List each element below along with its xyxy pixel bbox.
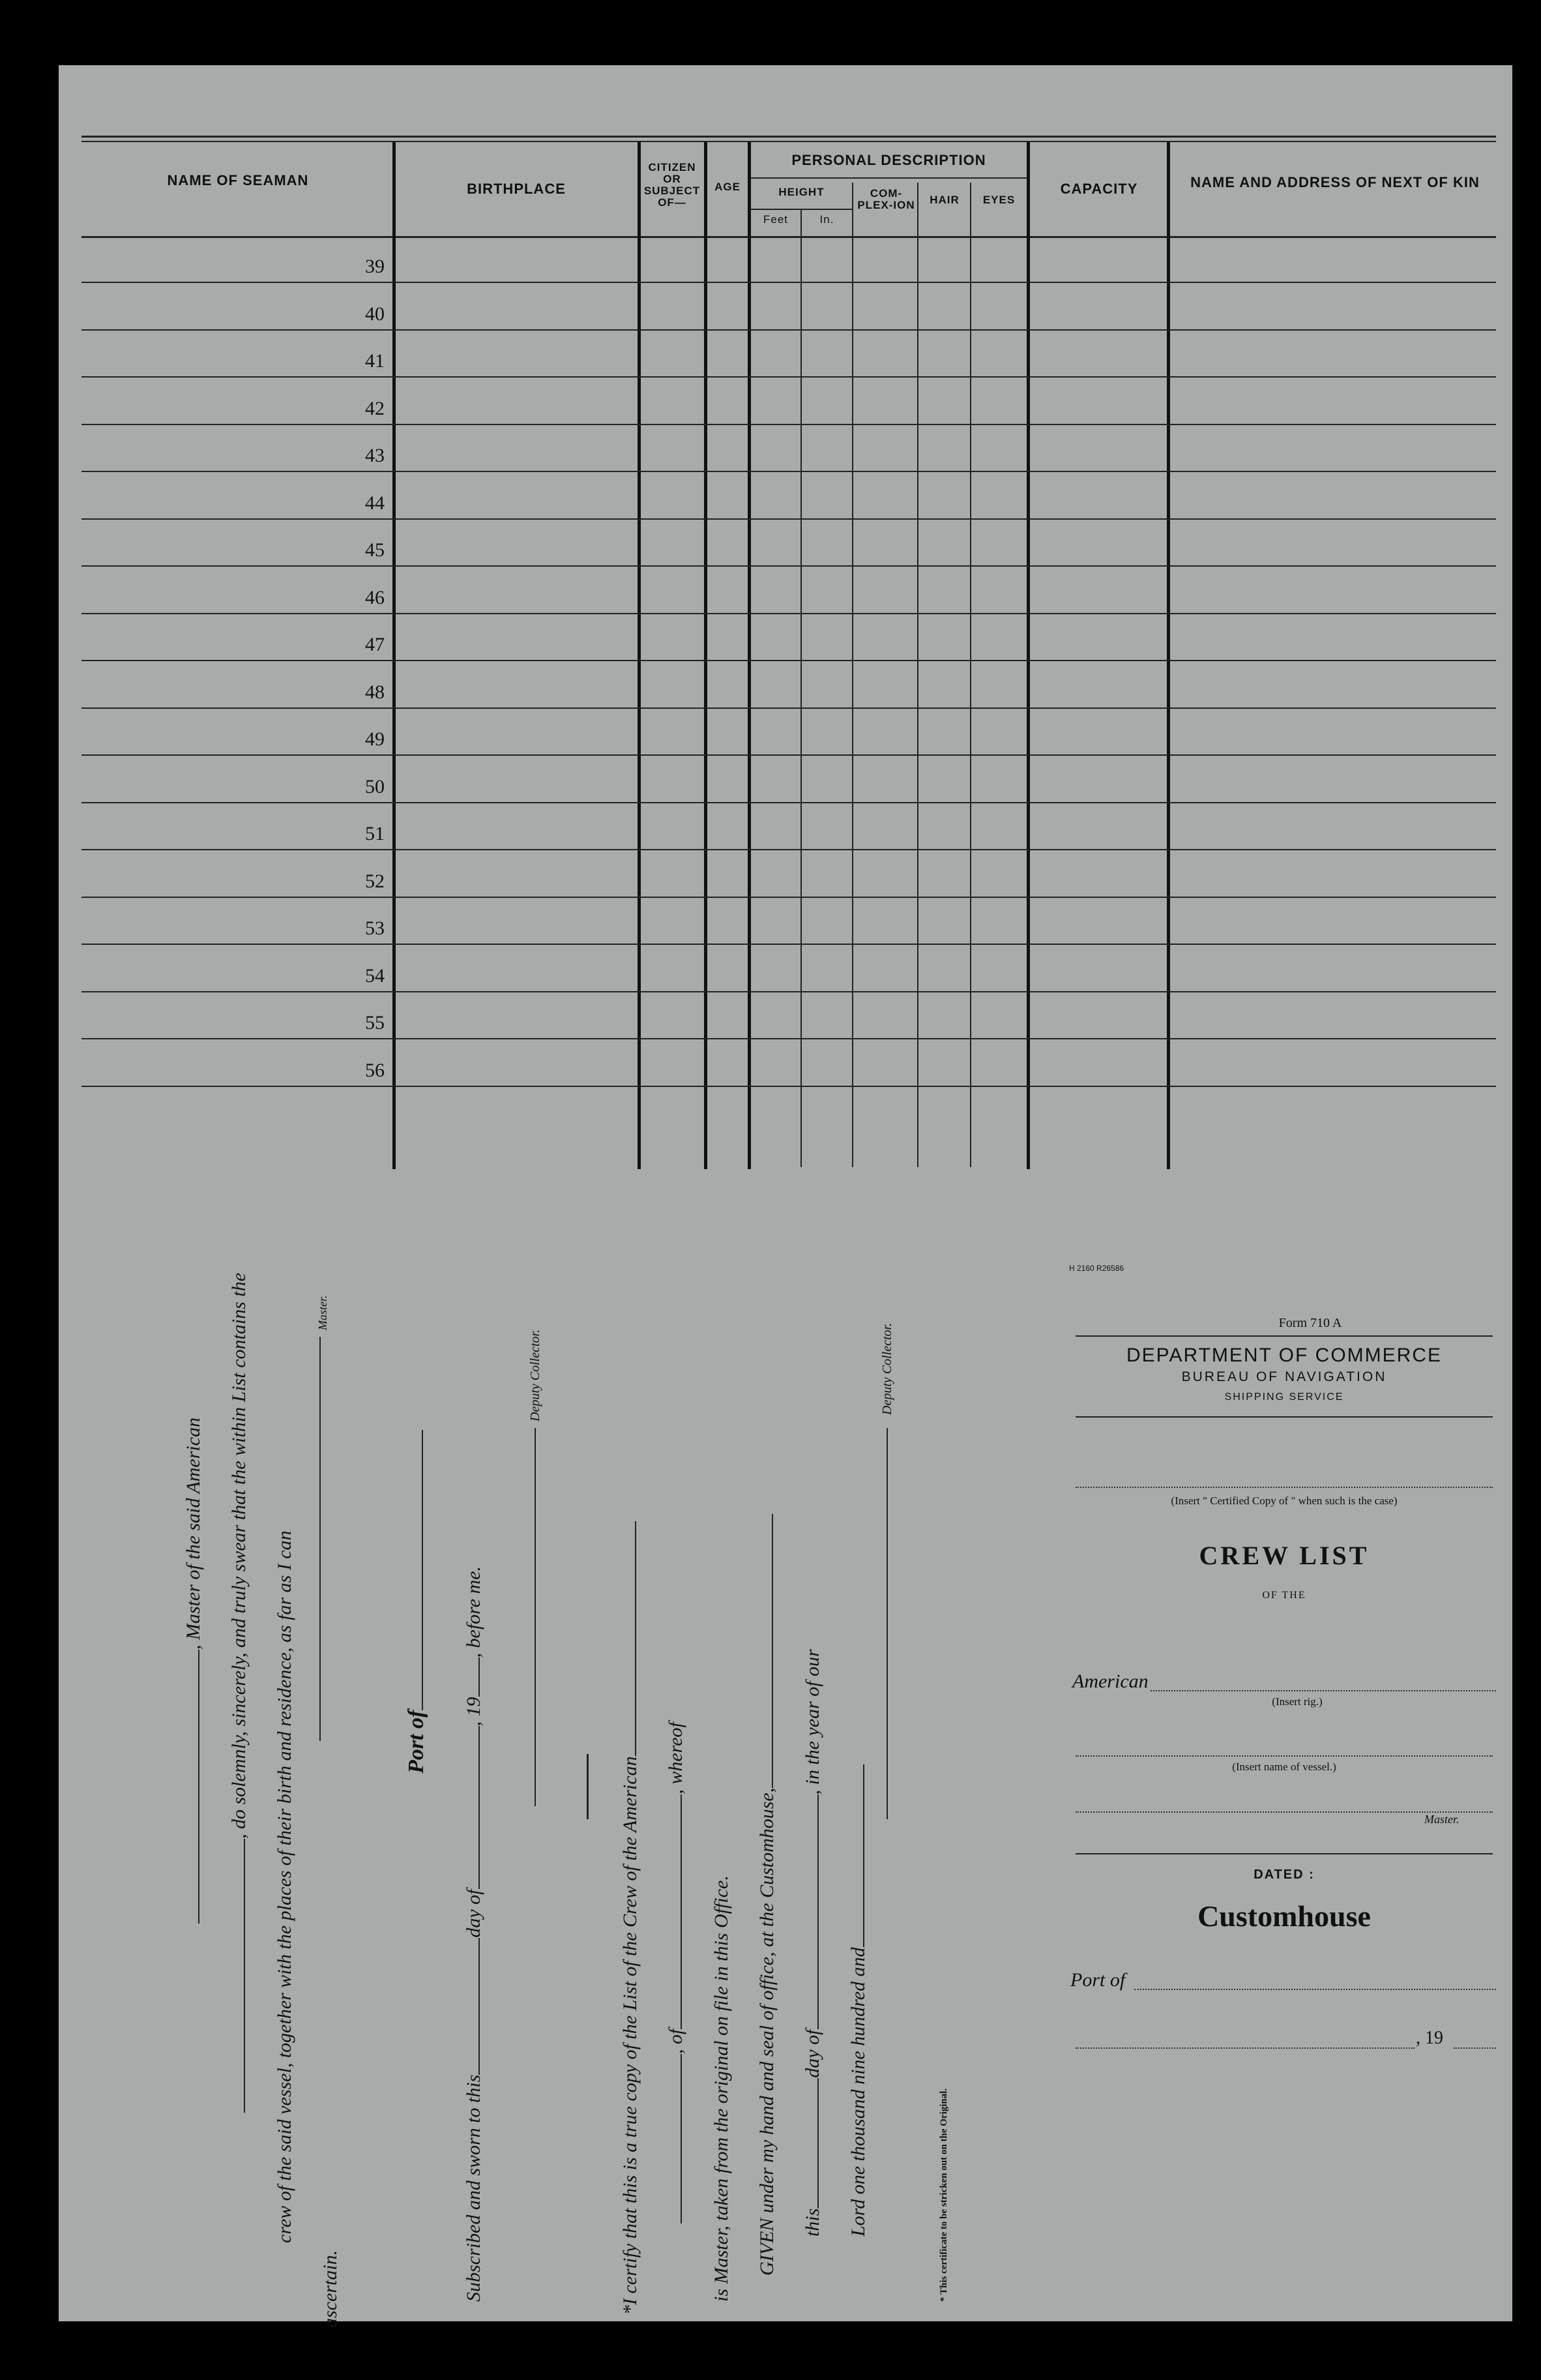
table-row[interactable]: [81, 802, 1496, 803]
bureau-name: BUREAU OF NAVIGATION: [1181, 1369, 1387, 1384]
table-row[interactable]: [81, 518, 1496, 520]
header-age: AGE: [714, 181, 741, 193]
cover-port-of-label: Port of: [1070, 1969, 1126, 1991]
table-row[interactable]: [81, 897, 1496, 898]
row-number: 40: [365, 303, 385, 325]
personal-desc-rule: [750, 177, 1027, 179]
cover-year-label: , 19: [1416, 2028, 1443, 2048]
certificate-line-2: , of, whereof: [665, 1722, 687, 2224]
table-row[interactable]: [81, 376, 1496, 378]
row-number: 54: [365, 964, 385, 987]
header-next-of-kin: NAME AND ADDRESS OF NEXT OF KIN: [1190, 174, 1480, 190]
row-number: 49: [365, 728, 385, 750]
col-divider-hair: [970, 183, 971, 1167]
row-number: 42: [365, 397, 385, 419]
cover-rule-lower: [1076, 1853, 1493, 1854]
row-number: 51: [365, 823, 385, 844]
col-divider-feet: [800, 209, 802, 1167]
table-row[interactable]: [81, 1086, 1496, 1087]
insert-vessel-note: (Insert name of vessel.): [1232, 1761, 1336, 1773]
row-number: 55: [365, 1012, 385, 1034]
row-number: 52: [365, 870, 385, 892]
header-citizen: CITIZEN OR SUBJECT OF—: [643, 161, 701, 209]
cover-rule-mid: [1076, 1416, 1493, 1418]
row-number: 56: [365, 1059, 385, 1081]
certificate-line-1: *I certify that this is a true copy of the List of the Crew of the American: [619, 1521, 641, 2315]
col-divider-name: [392, 142, 396, 1169]
cover-year-line: [1454, 2047, 1496, 2049]
height-rule: [750, 209, 852, 210]
col-divider-birthplace: [638, 142, 641, 1169]
cover-master-label: Master.: [1424, 1813, 1460, 1826]
master-signature-line: [319, 1337, 321, 1741]
american-label: American: [1072, 1671, 1149, 1692]
row-number: 50: [365, 775, 385, 797]
subscribed-line: Subscribed and sworn to thisday of, 19, before me.: [463, 1566, 484, 2302]
dated-label: DATED :: [1254, 1867, 1315, 1882]
oath-line-2: , do solemnly, sincerely, and truly swear that the within List contains the: [228, 1273, 250, 2113]
table-row[interactable]: [81, 424, 1496, 425]
header-complexion: COM-PLEX-ION: [857, 187, 915, 211]
row-number: 43: [365, 445, 385, 466]
certificate-line-6: Lord one thousand nine hundred and: [847, 1764, 870, 2237]
table-top-rule: [81, 136, 1496, 138]
row-number: 48: [365, 681, 385, 703]
col-divider-eyes: [1027, 142, 1030, 1169]
deputy-collector-label-2: Deputy Collector.: [880, 1322, 894, 1415]
row-number: 45: [365, 539, 385, 561]
form-number: Form 710 A: [1278, 1316, 1342, 1330]
customhouse-label: Customhouse: [1197, 1899, 1371, 1933]
certified-copy-note: (Insert " Certified Copy of " when such is the case): [1171, 1495, 1398, 1507]
header-personal-description: PERSONAL DESCRIPTION: [791, 152, 986, 168]
cover-rule-top: [1076, 1335, 1493, 1337]
table-row[interactable]: [81, 613, 1496, 614]
row-number: 39: [365, 256, 385, 277]
vessel-name-line: [1076, 1755, 1493, 1757]
table-row[interactable]: [81, 754, 1496, 756]
deputy-collector-label-1: Deputy Collector.: [528, 1329, 542, 1421]
col-divider-age: [748, 142, 751, 1169]
table-row[interactable]: [81, 282, 1496, 283]
header-height: HEIGHT: [778, 186, 825, 198]
print-code: H 2160 R26586: [1069, 1264, 1124, 1273]
rig-line: [1151, 1690, 1496, 1691]
crew-list-title: CREW LIST: [1199, 1541, 1370, 1570]
header-feet: Feet: [763, 213, 789, 226]
oath-port-of: Port of: [404, 1430, 429, 1774]
certificate-line-4: GIVEN under my hand and seal of office, at the Customhouse,: [756, 1514, 778, 2276]
row-number: 47: [365, 634, 385, 655]
oath-line-4: ascertain.: [319, 2250, 341, 2328]
row-number: 46: [365, 586, 385, 608]
cover-date-line: [1076, 2047, 1415, 2049]
document-sheet: [59, 65, 1512, 2328]
section-divider: [587, 1754, 589, 1819]
certificate-footnote: * This certificate to be stricken out on the Original.: [939, 2088, 949, 2302]
col-divider-complexion: [917, 183, 918, 1167]
table-top-rule-inner: [81, 141, 1496, 142]
header-inches: In.: [819, 213, 834, 226]
oath-line-3: crew of the said vessel, together with the places of their birth and residence, as far as I can: [274, 1530, 295, 2243]
table-row[interactable]: [81, 660, 1496, 661]
oath-line-1: , Master of the said American: [183, 1418, 205, 1924]
certificate-line-5: thisday of, in the year of our: [802, 1649, 823, 2237]
row-number: 44: [365, 492, 385, 514]
insert-rig-note: (Insert rig.): [1272, 1695, 1323, 1708]
master-signature-label: Master.: [316, 1295, 329, 1330]
deputy-signature-line-2: [887, 1428, 888, 1819]
department-name: DEPARTMENT OF COMMERCE: [1126, 1345, 1443, 1366]
header-capacity: CAPACITY: [1060, 181, 1138, 197]
oath-section: [163, 1219, 1023, 2328]
certified-copy-line: [1076, 1487, 1493, 1488]
table-header-rule: [81, 236, 1496, 238]
certificate-line-3: is Master, taken from the original on file in this Office.: [711, 1875, 732, 2302]
col-divider-inches: [852, 183, 853, 1167]
row-number: 41: [365, 350, 385, 372]
table-row[interactable]: [81, 707, 1496, 709]
table-row[interactable]: [81, 944, 1496, 945]
table-row[interactable]: [81, 565, 1496, 567]
table-row[interactable]: [81, 329, 1496, 331]
header-birthplace: BIRTHPLACE: [467, 181, 566, 197]
table-row[interactable]: [81, 991, 1496, 992]
service-name: SHIPPING SERVICE: [1224, 1391, 1344, 1403]
of-the-label: OF THE: [1262, 1590, 1306, 1601]
col-divider-capacity: [1167, 142, 1170, 1169]
header-eyes: EYES: [982, 194, 1016, 206]
header-hair: HAIR: [930, 194, 960, 206]
row-number: 53: [365, 917, 385, 939]
col-divider-citizen: [704, 142, 707, 1169]
table-row[interactable]: [81, 471, 1496, 472]
cover-port-line: [1134, 1989, 1496, 1990]
deputy-signature-line-1: [535, 1428, 536, 1806]
table-row[interactable]: [81, 849, 1496, 850]
table-row[interactable]: [81, 1038, 1496, 1039]
header-name-of-seaman: NAME OF SEAMAN: [167, 172, 309, 188]
